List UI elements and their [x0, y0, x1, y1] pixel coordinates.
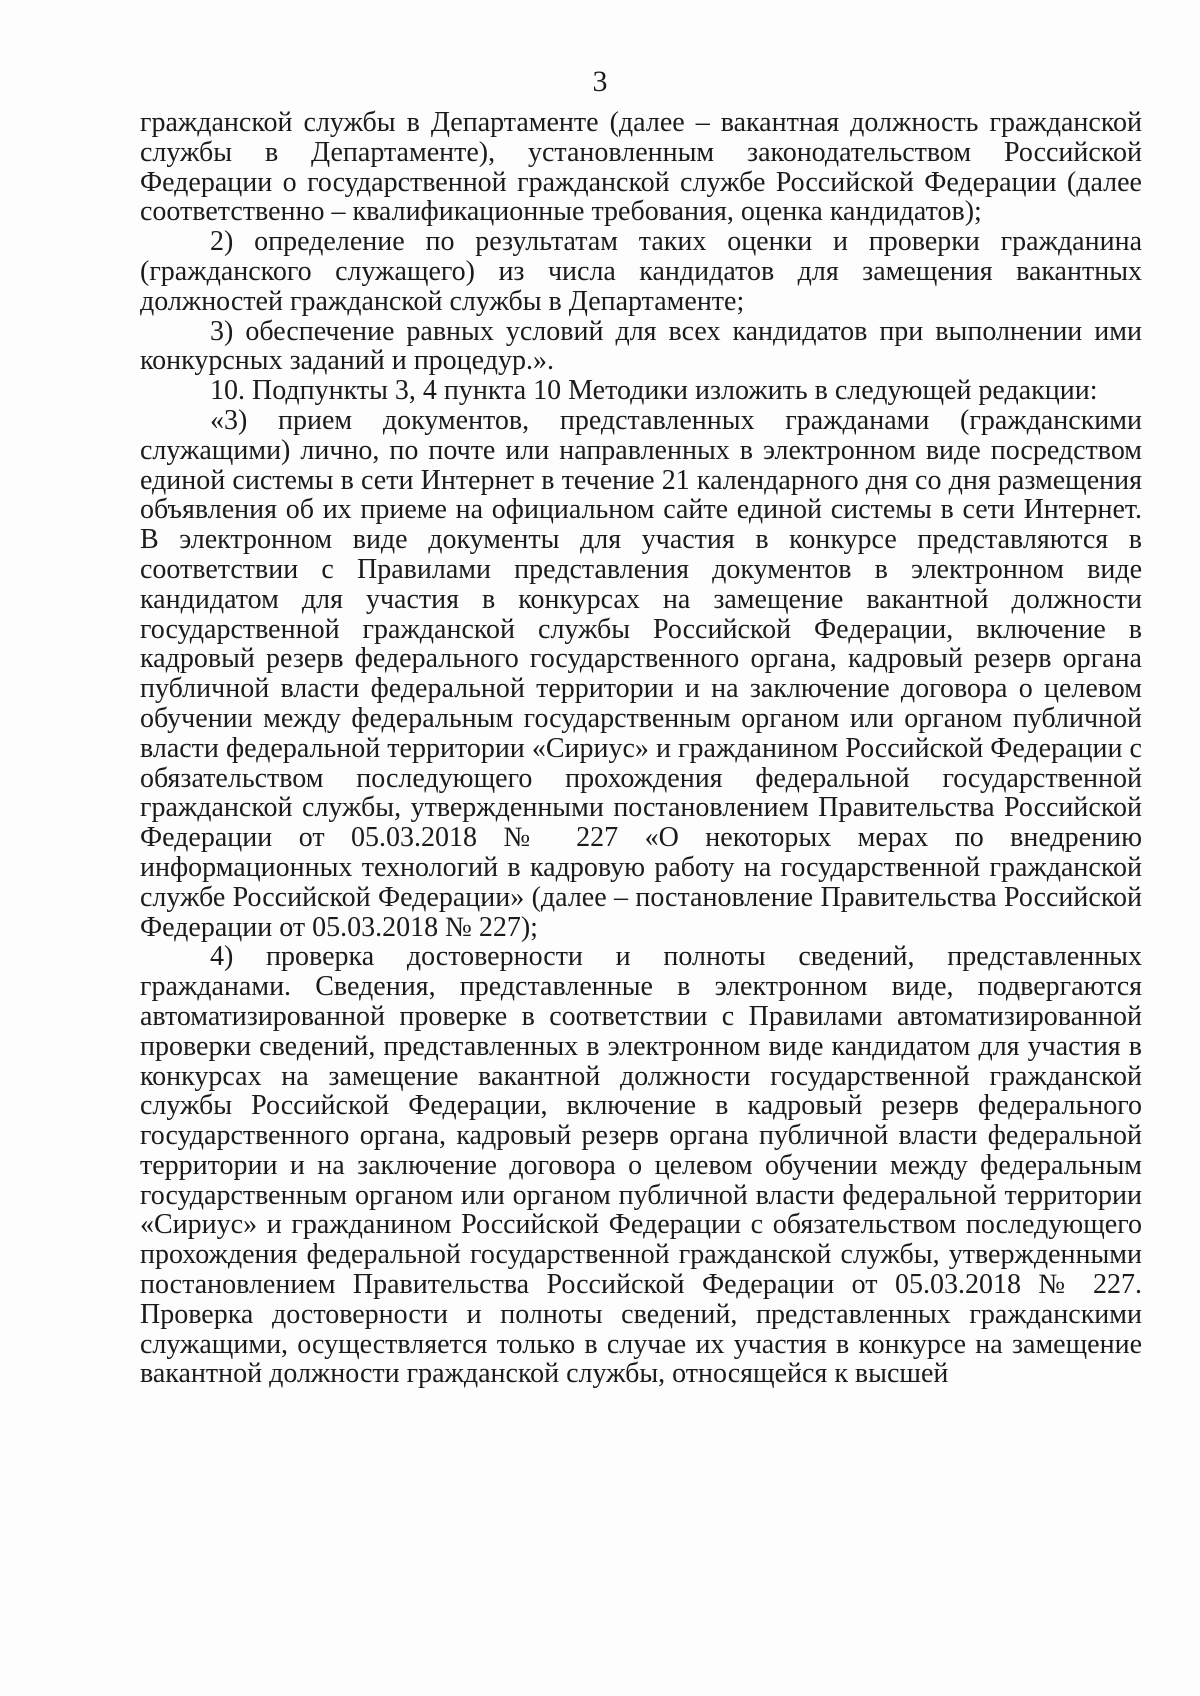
- paragraph-point-10: 10. Подпункты 3, 4 пункта 10 Методики изложить в следующей редакции:: [210, 375, 1098, 407]
- paragraph-subitem-3: «3) прием документов, представленных гражданами (гражданскими служащими) лично, по почте или направленных в электронном виде посредством единой системы в сети Интернет в течение 21 календарного дня со дня размещения объявления об их приеме на официальном сайте единой системы в сети Интернет. В электронном виде документы для участия в конкурсе представляются в соответствии с Правилами представления документов в электронном виде кандидатом для участия в конкурсах на замещение вакантной должности государственной гражданской службы Российской Федерации, включение в кадровый резерв федерального государственного органа, кадровый резерв органа публичной власти федеральной территории и на заключение договора о целевом обучении между федеральным государственным органом или органом публичной власти федеральной территории «Сириус» и гражданином Российской Федерации с обязательством последующего прохождения федеральной государственной гражданской службы, утвержденными постановлением Правительства Российской Федерации от 05.03.2018 № 227 «О некоторых мерах по внедрению информационных технологий в кадровую работу на государственной гражданской службе Российской Федерации» (далее – постановление Правительства Российской Федерации от 05.03.2018 № 227);: [140, 404, 1142, 943]
- paragraph-continuation: гражданской службы в Департаменте (далее – вакантная должность гражданской службы в Департаменте), установленным законодательством Российской Федерации о государственной гражданской службе Российской Федерации (далее соответственно – квалификационные требования, оценка кандидатов);: [140, 107, 1142, 228]
- paragraph-subitem-4: 4) проверка достоверности и полноты сведений, представленных гражданами. Сведения, представленные в электронном виде, подвергаются автоматизированной проверке в соответствии с Правилами автоматизированной проверки сведений, представленных в электронном виде кандидатом для участия в конкурсах на замещение вакантной должности государственной гражданской службы Российской Федерации, включение в кадровый резерв федерального государственного органа, кадровый резерв органа публичной власти федеральной территории и на заключение договора о целевом обучении между федеральным государственным органом или органом публичной власти федеральной территории «Сириус» и гражданином Российской Федерации с обязательством последующего прохождения федеральной государственной гражданской службы, утвержденными постановлением Правительства Российской Федерации от 05.03.2018 № 227. Проверка достоверности и полноты сведений, представленных гражданскими служащими, осуществляется только в случае их участия в конкурсе на замещение вакантной должности гражданской службы, относящейся к высшей: [140, 941, 1142, 1390]
- paragraph-item-3: 3) обеспечение равных условий для всех кандидатов при выполнении ими конкурсных заданий и процедур.».: [140, 315, 1142, 377]
- page-number: 3: [592, 65, 608, 98]
- document-body: [140, 108, 1142, 1389]
- paragraph-item-2: 2) определение по результатам таких оценки и проверки гражданина (гражданского служащего) из числа кандидатов для замещения вакантных должностей гражданской службы в Департаменте;: [140, 226, 1142, 317]
